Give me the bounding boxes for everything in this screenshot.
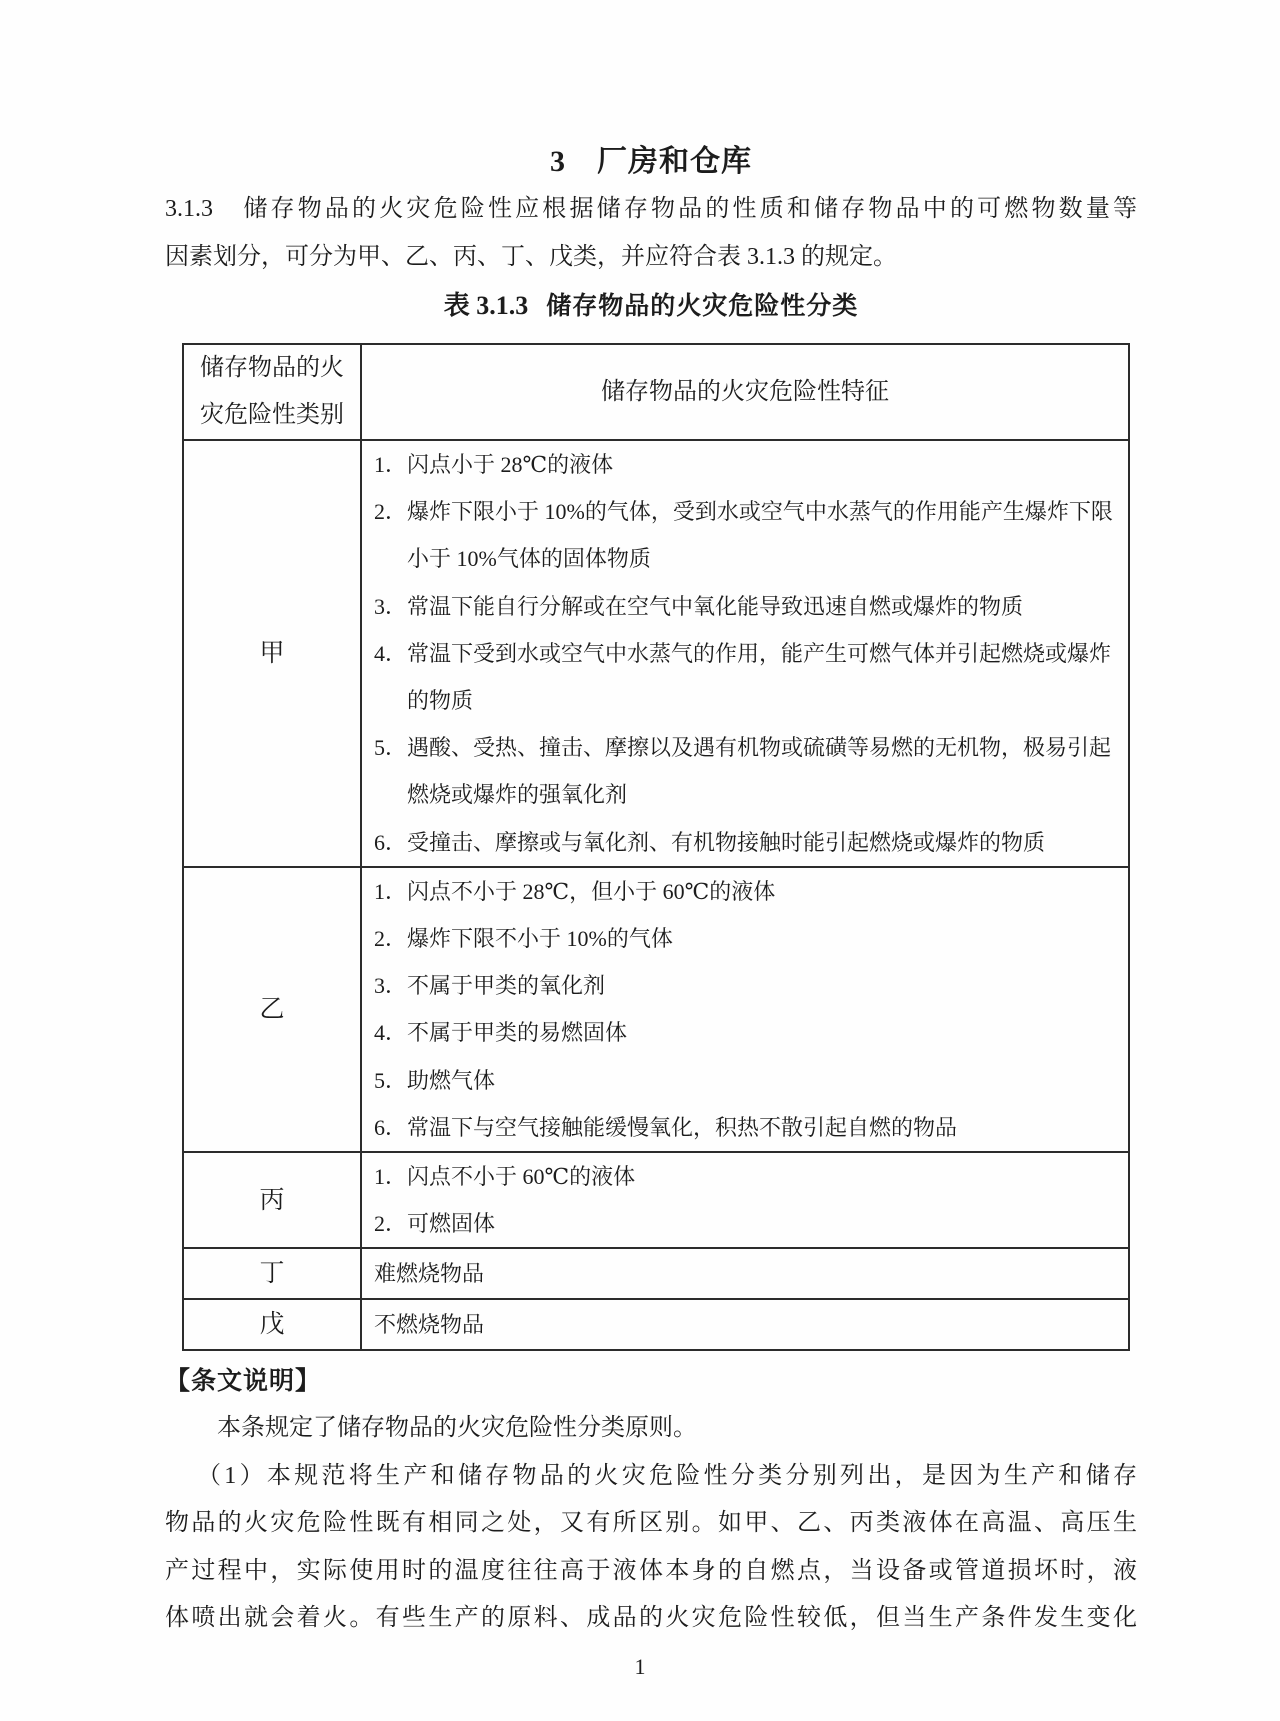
feature-item: 1．闪点不小于 28℃，但小于 60℃的液体 [374,868,1118,915]
feature-item: 1．闪点小于 28℃的液体 [374,441,1118,488]
category-cell: 丙 [183,1152,361,1248]
feature-item: 3．常温下能自行分解或在空气中氧化能导致迅速自燃或爆炸的物质 [374,583,1118,630]
table-row [183,1299,1129,1350]
category-cell: 乙 [183,867,361,1152]
table-caption-title: 储存物品的火灾危险性分类 [546,292,859,320]
table-row [183,867,1129,1152]
feature-item: 3．不属于甲类的氧化剂 [374,962,1118,1009]
table-row [183,1248,1129,1299]
features-cell [361,1299,1129,1350]
commentary-body [165,1405,1137,1643]
features-cell [361,867,1129,1152]
table-header-row [183,344,1129,440]
item-number: 1． [374,1164,408,1190]
column-header-category: 储存物品的火灾危险性类别 [183,344,361,440]
item-number: 6． [374,1114,408,1140]
features-cell [361,1152,1129,1248]
clause-3-1-3 [165,186,1137,281]
item-number: 2． [374,1211,408,1237]
feature-item: 5．助燃气体 [374,1057,1118,1104]
item-number: 5． [374,735,408,761]
commentary-line: 体喷出就会着火。有些生产的原料、成品的火灾危险性较低，但当生产条件发生变化 [165,1605,1137,1632]
table-row [183,1152,1129,1248]
table-caption-number: 表 3.1.3 [443,291,529,320]
item-number: 5． [374,1067,408,1093]
feature-item: 6．常温下与空气接触能缓慢氧化，积热不散引起自燃的物品 [374,1104,1118,1151]
feature-item: 难燃烧物品 [374,1261,485,1287]
feature-item: 6．受撞击、摩擦或与氧化剂、有机物接触时能引起燃烧或爆炸的物质 [374,819,1118,866]
feature-item: 5．遇酸、受热、撞击、摩擦以及遇有机物或硫磺等易燃的无机物，极易引起燃烧或爆炸的强氧化剂 [374,724,1118,818]
commentary-line: 物品的火灾危险性既有相同之处，又有所区别。如甲、乙、丙类液体在高温、高压生 [165,1510,1137,1537]
commentary-line: 本条规定了储存物品的火灾危险性分类原则。 [217,1415,697,1442]
item-number: 2． [374,499,408,525]
item-number: 2． [374,926,408,952]
feature-item: 不燃烧物品 [374,1312,485,1338]
category-cell: 丁 [183,1248,361,1299]
item-number: 6． [374,829,408,855]
fire-hazard-classification-table [182,343,1130,1351]
feature-item: 4．不属于甲类的易燃固体 [374,1009,1118,1056]
item-number: 3． [374,973,408,999]
column-header-features: 储存物品的火灾危险性特征 [361,344,1129,440]
clause-line: 因素划分，可分为甲、乙、丙、丁、戊类，并应符合表 3.1.3 的规定。 [165,243,897,270]
item-number: 4． [374,640,408,666]
item-number: 4． [374,1020,408,1046]
page-title: 3 厂房和仓库 [550,145,752,178]
category-cell: 戊 [183,1299,361,1350]
table-row [183,440,1129,867]
page-number: 1 [634,1654,646,1679]
commentary-line: （1）本规范将生产和储存物品的火灾危险性分类分别列出，是因为生产和储存 [197,1462,1137,1489]
features-cell [361,440,1129,867]
feature-item: 4．常温下受到水或空气中水蒸气的作用，能产生可燃气体并引起燃烧或爆炸的物质 [374,630,1118,724]
table-caption [165,282,1137,330]
commentary-heading: 【条文说明】 [165,1367,322,1396]
commentary-line: 产过程中，实际使用时的温度往往高于液体本身的自燃点，当设备或管道损坏时，液 [165,1557,1137,1584]
feature-item: 1．闪点不小于 60℃的液体 [374,1153,1118,1200]
item-number: 1． [374,452,408,477]
clause-line: 3.1.3 储存物品的火灾危险性应根据储存物品的性质和储存物品中的可燃物数量等 [165,196,1137,222]
item-number: 3． [374,593,408,619]
feature-item: 2．爆炸下限小于 10%的气体，受到水或空气中水蒸气的作用能产生爆炸下限小于 10%气体的固体物质 [374,488,1118,582]
category-cell: 甲 [183,440,361,867]
feature-item: 2．可燃固体 [374,1200,1118,1247]
features-cell [361,1248,1129,1299]
item-number: 1． [374,878,408,904]
feature-item: 2．爆炸下限不小于 10%的气体 [374,915,1118,962]
